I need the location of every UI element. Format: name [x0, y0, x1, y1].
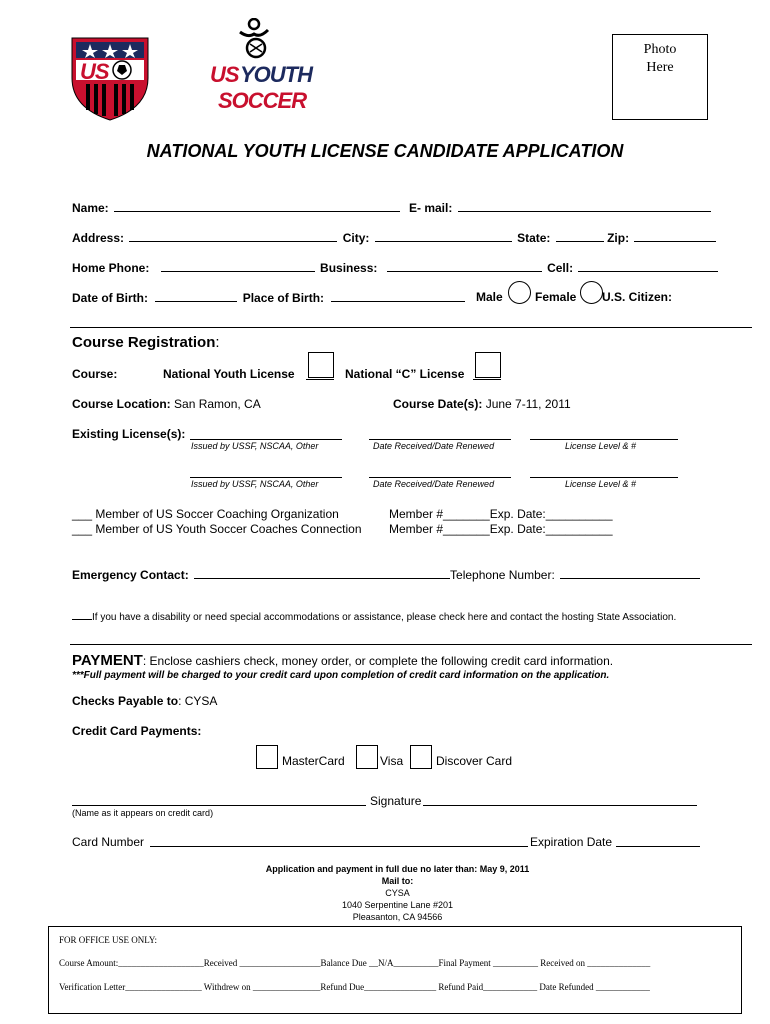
due-date: Application and payment in full due no later than: May 9, 2011 — [265, 864, 530, 874]
course-location-label: Course Location: — [72, 397, 171, 411]
male-label: Male — [476, 290, 503, 304]
cell-label: Cell: — [547, 261, 574, 275]
course-option-c-label: National “C” License — [345, 367, 465, 381]
signature-label: Signature — [370, 794, 422, 808]
course-dates — [393, 397, 571, 411]
disability-text: If you have a disability or need special accommodations or assistance, please check here and contact the hosting State Association. — [92, 612, 677, 623]
divider-1 — [70, 327, 752, 328]
course-option-youth-line — [306, 379, 334, 380]
issued-by-field-2[interactable] — [190, 477, 342, 478]
course-registration-heading — [72, 334, 220, 351]
course-dates-value: June 7-11, 2011 — [485, 397, 571, 411]
license-level-caption-2: License Level & # — [565, 479, 637, 489]
telephone-label: Telephone Number: — [450, 568, 555, 582]
member-number-2[interactable]: Member #_______Exp. Date:__________ — [389, 522, 613, 536]
home-phone-field[interactable] — [161, 260, 315, 272]
cardholder-name-field[interactable] — [72, 805, 366, 806]
date-received-caption-1: Date Received/Date Renewed — [373, 441, 495, 451]
checks-payable — [72, 694, 217, 708]
address-label: Address: — [72, 231, 125, 245]
us-youth-text-youth: YOUTH — [240, 62, 312, 87]
checks-payable-label: Checks Payable to — [72, 694, 179, 708]
member-coaches-connection[interactable]: ___ Member of US Youth Soccer Coaches Connection — [72, 522, 362, 536]
us-youth-text-soccer: SOCCER — [218, 88, 307, 113]
mail-org: CYSA — [385, 888, 410, 898]
emergency-contact-field[interactable] — [194, 567, 450, 579]
dob-field[interactable] — [155, 290, 237, 302]
citizen-label: U.S. Citizen: — [602, 290, 673, 304]
page-title: NATIONAL YOUTH LICENSE CANDIDATE APPLICATION — [146, 141, 624, 161]
business-field[interactable] — [387, 260, 542, 272]
dob-label: Date of Birth: — [72, 291, 148, 305]
emergency-row — [72, 567, 700, 582]
payment-heading-label: PAYMENT — [72, 652, 143, 669]
photo-label-1: Photo — [643, 42, 677, 57]
address-field[interactable] — [129, 230, 337, 242]
mailing-block — [0, 863, 770, 923]
course-location-value: San Ramon, CA — [174, 397, 261, 411]
license-level-field-1[interactable] — [530, 439, 678, 440]
visa-checkbox[interactable] — [356, 745, 378, 769]
pob-field[interactable] — [331, 290, 465, 302]
state-field[interactable] — [556, 230, 604, 242]
date-received-field-1[interactable] — [369, 439, 511, 440]
name-label: Name: — [72, 201, 109, 215]
photo-box — [612, 34, 708, 120]
issued-by-caption-1: Issued by USSF, NSCAA, Other — [191, 441, 319, 451]
city-field[interactable] — [375, 230, 512, 242]
issued-by-field-1[interactable] — [190, 439, 342, 440]
emergency-contact-label: Emergency Contact: — [72, 568, 189, 582]
payment-heading — [72, 652, 613, 670]
card-number-field[interactable] — [150, 846, 528, 847]
office-use-row-1[interactable]: Course Amount:___________________Received __________________Balance Due __N/A__________Final Payment __________ Received on ______________ — [59, 958, 651, 968]
zip-label: Zip: — [607, 231, 630, 245]
discover-label: Discover Card — [436, 754, 513, 768]
name-field[interactable] — [114, 200, 400, 212]
member-number-1[interactable]: Member #_______Exp. Date:__________ — [389, 507, 613, 521]
email-row — [409, 200, 711, 215]
ussf-logo-text: US — [80, 59, 109, 84]
cell-field[interactable] — [578, 260, 718, 272]
birth-row — [72, 290, 465, 305]
address-row — [72, 230, 716, 245]
office-use-box — [48, 926, 742, 1014]
us-youth-text-us: US — [210, 62, 239, 87]
disability-row — [72, 610, 676, 623]
mastercard-label: MasterCard — [282, 754, 345, 768]
date-received-field-2[interactable] — [369, 477, 511, 478]
name-row — [72, 200, 400, 215]
email-field[interactable] — [458, 200, 711, 212]
discover-checkbox[interactable] — [410, 745, 432, 769]
female-radio[interactable] — [580, 281, 603, 304]
member-coaching-org[interactable]: ___ Member of US Soccer Coaching Organization — [72, 507, 339, 521]
home-phone-label: Home Phone: — [72, 261, 150, 275]
course-option-c-line — [473, 379, 501, 380]
course-option-youth-checkbox[interactable] — [308, 352, 334, 378]
license-level-caption-1: License Level & # — [565, 441, 637, 451]
phone-row — [72, 260, 718, 275]
expiration-field[interactable] — [616, 846, 700, 847]
disability-check[interactable] — [72, 610, 92, 620]
male-radio[interactable] — [508, 281, 531, 304]
date-received-caption-2: Date Received/Date Renewed — [373, 479, 495, 489]
office-use-heading: FOR OFFICE USE ONLY: — [59, 935, 158, 945]
card-number-label: Card Number — [72, 835, 145, 849]
zip-field[interactable] — [634, 230, 716, 242]
issued-by-caption-2: Issued by USSF, NSCAA, Other — [191, 479, 319, 489]
checks-payable-value: : CYSA — [178, 694, 218, 708]
visa-label: Visa — [380, 754, 404, 768]
email-label: E- mail: — [409, 201, 453, 215]
city-label: City: — [342, 231, 370, 245]
mail-street: 1040 Serpentine Lane #201 — [341, 900, 454, 910]
course-heading-colon: : — [215, 334, 220, 351]
existing-licenses-label: Existing License(s): — [72, 427, 186, 441]
state-label: State: — [517, 231, 551, 245]
course-option-c-checkbox[interactable] — [475, 352, 501, 378]
credit-card-label: Credit Card Payments: — [72, 724, 202, 738]
cardholder-name-caption: (Name as it appears on credit card) — [72, 808, 214, 818]
payment-heading-text: : Enclose cashiers check, money order, or complete the following credit card information. — [142, 654, 614, 668]
license-level-field-2[interactable] — [530, 477, 678, 478]
course-option-youth-label: National Youth License — [163, 367, 295, 381]
photo-label-2: Here — [646, 60, 674, 75]
ussf-logo — [70, 34, 150, 122]
office-use-row-2[interactable]: Verification Letter_________________ Withdrew on _______________Refund Due________________ Refund Paid____________ Date Refunded ____________ — [59, 982, 650, 992]
course-label: Course: — [72, 367, 118, 381]
signature-field[interactable] — [423, 805, 697, 806]
mail-city: Pleasanton, CA 94566 — [352, 912, 443, 922]
course-heading-text: Course Registration — [72, 334, 216, 351]
expiration-label: Expiration Date — [530, 835, 613, 849]
mastercard-checkbox[interactable] — [256, 745, 278, 769]
payment-note: ***Full payment will be charged to your credit card upon completion of credit card information on the application. — [72, 670, 610, 681]
mail-to-label: Mail to: — [381, 876, 414, 886]
business-label: Business: — [320, 261, 378, 275]
us-youth-soccer-logo — [208, 18, 318, 118]
telephone-field[interactable] — [560, 567, 700, 579]
course-location — [72, 397, 261, 411]
course-dates-label: Course Date(s): — [393, 397, 483, 411]
pob-label: Place of Birth: — [242, 291, 325, 305]
female-label: Female — [535, 290, 577, 304]
divider-2 — [70, 644, 752, 645]
